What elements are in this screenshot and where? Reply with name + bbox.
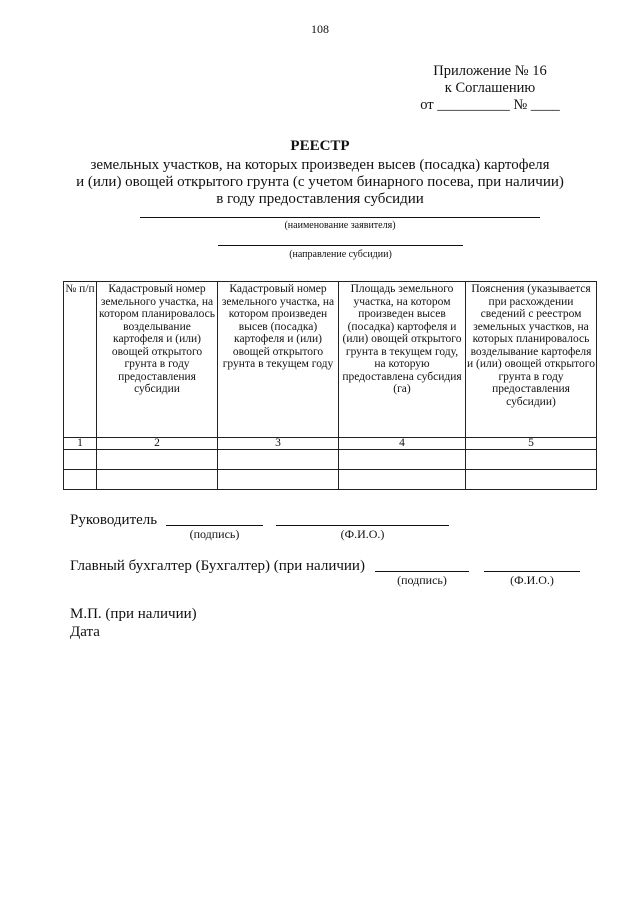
- header-area: Площадь земельного участка, на котором произведен высев (посадка) картофеля и (или) овощей открытого грунта в текущем году, на которую предоставлена субсидия (га): [339, 282, 466, 438]
- column-number: 3: [218, 438, 339, 450]
- head-signature-caption: (подпись): [189, 527, 240, 541]
- applicant-line: [140, 217, 540, 218]
- head-name-caption: (Ф.И.О.): [340, 527, 385, 541]
- header-explanations: Пояснения (указывается при расхождении сведений с реестром земельных участков, на которых планировалось возделывание картофеля и (или) овощей открытого грунта в году предоставления субсидии): [466, 282, 597, 438]
- document-title: РЕЕСТР: [290, 138, 350, 154]
- direction-caption: (направление субсидии): [289, 249, 392, 260]
- table-cell: [466, 470, 597, 490]
- table-cell: [97, 470, 218, 490]
- stamp-label: М.П. (при наличии): [70, 606, 197, 622]
- direction-line: [218, 245, 463, 246]
- accountant-signature-line: [375, 571, 469, 572]
- table-header-row: [64, 282, 597, 438]
- head-label: Руководитель: [70, 512, 158, 528]
- head-name-line: [276, 525, 449, 526]
- table-cell: [218, 450, 339, 470]
- head-signature-line: [166, 525, 263, 526]
- header-actual-cadastral: Кадастровый номер земельного участка, на котором произведен высев (посадка) картофеля и (или) овощей открытого грунта в текущем году: [218, 282, 339, 438]
- table-cell: [64, 450, 97, 470]
- table-cell: [218, 470, 339, 490]
- column-number: 1: [64, 438, 97, 450]
- accountant-label: Главный бухгалтер (Бухгалтер) (при наличии): [70, 558, 365, 574]
- page-number: 108: [311, 22, 329, 36]
- table-cell: [339, 470, 466, 490]
- subtitle-line-3: в году предоставления субсидии: [216, 191, 424, 207]
- table-cell: [339, 450, 466, 470]
- accountant-name-caption: (Ф.И.О.): [510, 573, 554, 587]
- subtitle-line-1: земельных участков, на которых произведен высев (посадка) картофеля: [90, 157, 550, 173]
- accountant-name-line: [484, 571, 580, 572]
- appendix-line-1: Приложение № 16: [433, 63, 547, 79]
- appendix-line-3: от __________ № ____: [420, 97, 560, 113]
- table-row: [64, 450, 597, 470]
- table-row: [64, 470, 597, 490]
- header-number: № п/п: [64, 282, 97, 438]
- appendix-line-2: к Соглашению: [444, 80, 536, 96]
- registry-table: [63, 281, 597, 490]
- date-label: Дата: [70, 624, 100, 640]
- table-cell: [64, 470, 97, 490]
- column-number: 4: [339, 438, 466, 450]
- subtitle-line-2: и (или) овощей открытого грунта (с учетом бинарного посева, при наличии): [76, 174, 564, 190]
- applicant-caption: (наименование заявителя): [284, 220, 396, 231]
- header-planned-cadastral: Кадастровый номер земельного участка, на котором планировалось возделывание картофеля и (или) овощей открытого грунта в году предоставления субсидии: [97, 282, 218, 438]
- table-cell: [466, 450, 597, 470]
- column-number: 5: [466, 438, 597, 450]
- accountant-signature-caption: (подпись): [397, 573, 447, 587]
- table-cell: [97, 450, 218, 470]
- column-number-row: [64, 438, 597, 450]
- column-number: 2: [97, 438, 218, 450]
